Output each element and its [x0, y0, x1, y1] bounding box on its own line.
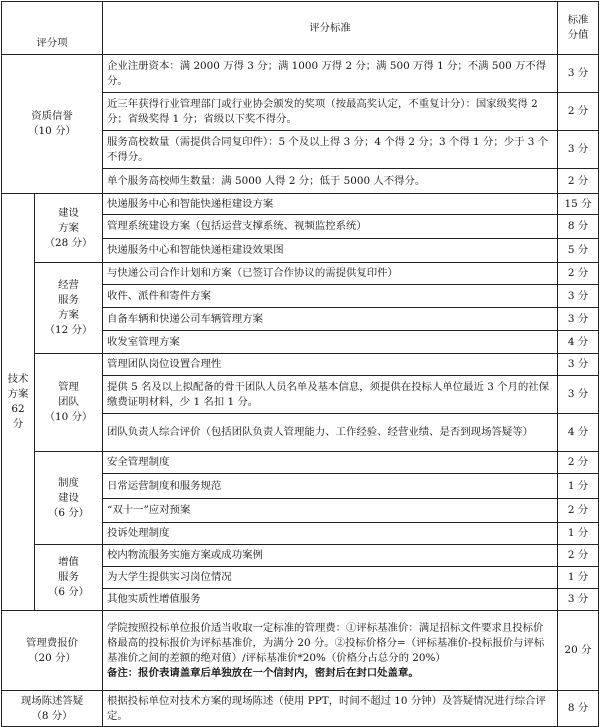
criterion-cell: 团队负责人综合评价（包括团队负责人管理能力、工作经验、经营业绩、是否到现场答疑等） [103, 414, 558, 452]
criterion-cell: 服务高校数量（需提供合同复印件）：5 个及以上得 3 分；4 个得 2 分；3 个得 1 分；少于 3 个不得分。 [103, 131, 558, 169]
score-cell: 1 分 [558, 523, 599, 545]
criterion-cell: 根据投标单位对技术方案的现场陈述（使用 PPT，时间不超过 10 分钟）及答疑情况进行综合评定。 [103, 691, 558, 727]
category-qualification [2, 55, 103, 194]
criterion-cell: “双十一”应对预案 [103, 499, 558, 523]
table-row [2, 354, 599, 376]
category-points: （8 分） [31, 709, 73, 722]
subcategory-label: 服务 [58, 571, 79, 583]
criterion-cell: 安全管理制度 [103, 452, 558, 474]
criterion-cell: 管理系统建设方案（包括运营支撑系统、视频监控系统） [103, 215, 558, 239]
subcategory-construction [35, 194, 103, 263]
criterion-cell: 单个服务高校师生数量：满 5000 人得 2 分；低于 5000 人不得分。 [103, 169, 558, 194]
criterion-cell: 自备车辆和快递公司车辆管理方案 [103, 308, 558, 331]
category-management-fee [2, 611, 103, 691]
criterion-cell: 收发室管理方案 [103, 331, 558, 354]
subcategory-points: （6 分） [47, 586, 90, 598]
score-cell: 20 分 [558, 611, 599, 691]
score-cell: 2 分 [558, 93, 599, 131]
subcategory-label: 制度 [58, 476, 79, 489]
scoring-table [1, 1, 599, 727]
subcategory-points: （10 分） [44, 411, 93, 423]
score-cell: 2 分 [558, 499, 599, 523]
score-cell: 2 分 [558, 452, 599, 474]
subcategory-points: （6 分） [47, 506, 90, 519]
criterion-cell: 其他实质性增值服务 [103, 589, 558, 611]
score-cell: 3 分 [558, 55, 599, 93]
fee-note: 备注：报价表请盖章后单独放在一个信封内，密封后在封口处盖章。 [107, 666, 419, 679]
score-cell: 3 分 [558, 354, 599, 376]
subcategory-label: 经营 [58, 279, 79, 291]
score-cell: 2 分 [558, 545, 599, 567]
category-label: 分 [12, 418, 24, 430]
header-score-line1: 标准 [567, 14, 589, 26]
score-cell: 1 分 [558, 567, 599, 589]
category-label: 方案 [7, 388, 29, 400]
subcategory-operation [35, 263, 103, 354]
category-points: 62 [11, 403, 25, 415]
score-cell: 3 分 [558, 308, 599, 331]
criterion-cell: 投诉处理制度 [103, 523, 558, 545]
table-row [2, 545, 599, 567]
criterion-cell: 快递服务中心和智能快递柜建设方案 [103, 194, 558, 215]
subcategory-points: （28 分） [44, 236, 93, 249]
score-cell: 2 分 [558, 169, 599, 194]
header-standard: 评分标准 [103, 2, 558, 55]
category-technical [2, 194, 35, 611]
category-points: （20 分） [28, 651, 76, 664]
subcategory-label: 管理 [58, 381, 79, 393]
subcategory-label: 服务 [58, 294, 79, 306]
score-cell: 8 分 [558, 215, 599, 239]
table-row [2, 263, 599, 285]
subcategory-team [35, 354, 103, 452]
table-row [2, 691, 599, 727]
score-cell: 3 分 [558, 589, 599, 611]
subcategory-label: 方案 [58, 309, 79, 321]
score-cell: 2 分 [558, 263, 599, 285]
category-presentation [2, 691, 103, 727]
table-row [2, 452, 599, 474]
category-points: （10 分） [28, 125, 76, 137]
score-cell: 4 分 [558, 414, 599, 452]
criterion-cell: 管理团队岗位设置合理性 [103, 354, 558, 376]
category-label: 技术 [7, 373, 29, 385]
criterion-cell: 为大学生提供实习岗位情况 [103, 567, 558, 589]
header-score-line2: 分值 [567, 29, 589, 41]
subcategory-label: 建设 [58, 206, 79, 219]
header-item: 评分项 [2, 2, 103, 55]
score-cell: 4 分 [558, 331, 599, 354]
criterion-cell: 与快递公司合作计划和方案（已签订合作协议的需提供复印件） [103, 263, 558, 285]
subcategory-points: （12 分） [44, 324, 93, 336]
score-cell: 3 分 [558, 376, 599, 414]
subcategory-label: 建设 [58, 491, 79, 504]
header-row [2, 2, 599, 55]
criterion-cell: 日常运营制度和服务规范 [103, 474, 558, 499]
score-cell: 5 分 [558, 239, 599, 263]
subcategory-label: 方案 [58, 221, 79, 234]
score-cell: 15 分 [558, 194, 599, 215]
criterion-cell: 近三年获得行业管理部门或行业协会颁发的奖项（按最高奖认定，不重复计分）：国家级奖得 2 分；省级奖得 1 分；省级以下奖不得分。 [103, 93, 558, 131]
score-cell: 1 分 [558, 474, 599, 499]
criterion-cell [103, 611, 558, 691]
table-row [2, 194, 599, 215]
category-label: 资质信誉 [31, 110, 73, 122]
category-label: 现场陈述答疑 [20, 694, 84, 707]
criterion-cell: 收件、派件和寄件方案 [103, 285, 558, 308]
subcategory-label: 增值 [58, 556, 79, 568]
header-score [558, 2, 599, 55]
subcategory-system [35, 452, 103, 545]
criterion-cell: 校内物流服务实施方案或成功案例 [103, 545, 558, 567]
criterion-cell: 快递服务中心和智能快递柜建设效果图 [103, 239, 558, 263]
score-cell: 8 分 [558, 691, 599, 727]
criterion-cell: 提供 5 名及以上拟配备的骨干团队人员名单及基本信息，须提供在投标人单位最近 3 个月的社保缴费证明材料，少 1 名扣 1 分。 [103, 376, 558, 414]
subcategory-value-added [35, 545, 103, 611]
table-row [2, 55, 599, 93]
fee-formula-text: 学院按照投标单位报价适当收取一定标准的管理费：①评标基准价：满足招标文件要求且投标价格最高的投标报价为评标基准价，为满分 20 分。②投标价格分=（评标基准价-投标报价与评标基准价之间的差额的绝对值）/评标基准价*20%（价格分占总分的 20%） [107, 621, 545, 664]
subcategory-label: 团队 [58, 396, 79, 408]
score-cell: 3 分 [558, 131, 599, 169]
category-label: 管理费报价 [26, 636, 78, 649]
table-row [2, 611, 599, 691]
criterion-cell: 企业注册资本：满 2000 万得 3 分；满 1000 万得 2 分；满 500 万得 1 分；不满 500 万不得分。 [103, 55, 558, 93]
score-cell: 3 分 [558, 285, 599, 308]
